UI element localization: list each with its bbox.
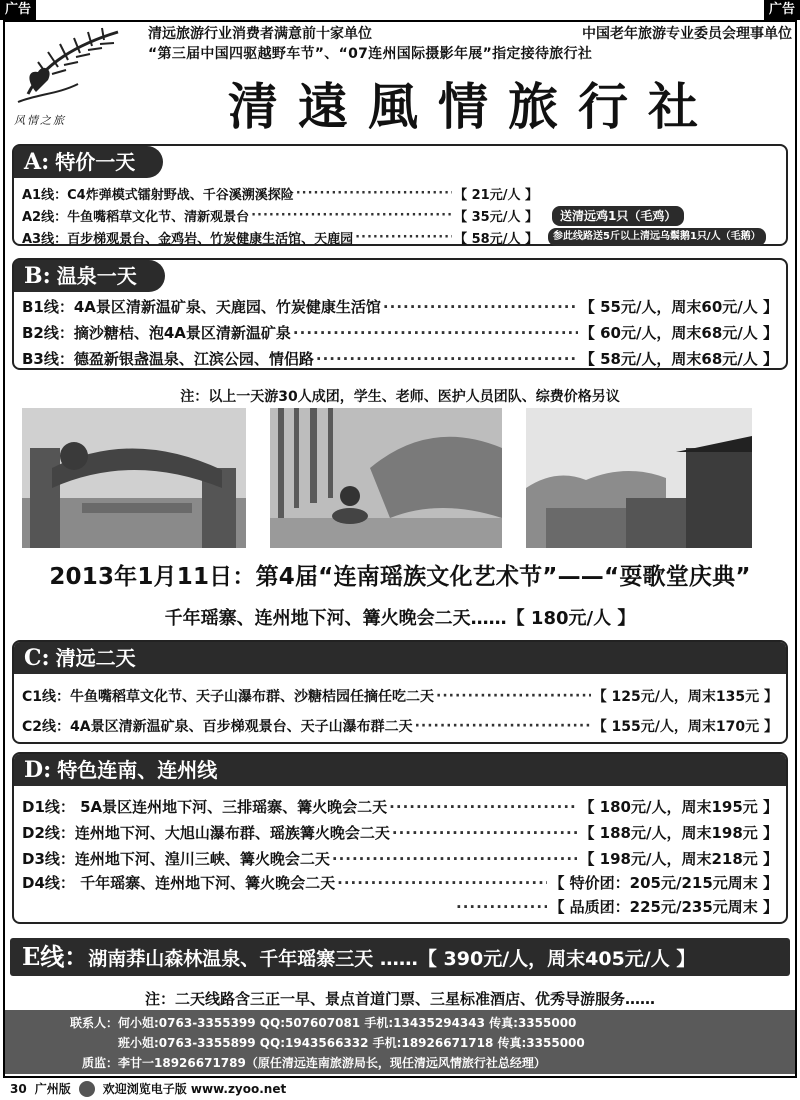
contact-line-1: 联系人：何小姐:0763-3355399 QQ:507607081 手机:13435294343 传真:3355000 <box>70 1016 577 1030</box>
route-price: 【 品质团：225元/235元周末 】 <box>549 898 778 916</box>
section-c <box>12 640 788 744</box>
route-label: A2线：牛鱼嘴稻草文化节、清新观景台 <box>22 210 250 225</box>
route-price: 【 35元/人 】 <box>454 210 538 225</box>
honor-title-1: 清远旅游行业消费者满意前十家单位 <box>148 26 372 42</box>
route-a1 <box>22 184 538 203</box>
route-price: 【 180元/人，周末195元 】 <box>579 798 778 816</box>
edition-label: 广州版 <box>34 1082 71 1096</box>
route-label: D1线： 5A景区连州地下河、三排瑶寨、篝火晚会二天 <box>22 798 388 816</box>
route-label: B3线：德盈新银盏温泉、江滨公园、情侣路 <box>22 350 314 368</box>
route-b1 <box>22 296 778 317</box>
leader-dots <box>296 186 452 201</box>
route-label: D2线：连州地下河、大旭山瀑布群、瑶族篝火晚会二天 <box>22 824 390 842</box>
ad-label-left: 广告 <box>0 0 36 20</box>
contact-line-2: 班小姐:0763-3355899 QQ:1943566332 手机:18926671718 传真:3355000 <box>118 1036 585 1050</box>
publisher-logo-icon <box>79 1081 95 1097</box>
section-b-title: 温泉一天 <box>56 264 137 288</box>
route-b3 <box>22 348 778 369</box>
leader-dots <box>293 324 578 342</box>
section-a-letter: A: <box>24 149 50 175</box>
group-note: 注：以上一天游30人成团，学生、老师、医护人员团队、综费价格另议 <box>180 389 620 405</box>
leader-dots <box>316 350 578 368</box>
route-price: 【 198元/人，周末218元 】 <box>579 850 778 868</box>
photo-strip <box>22 408 782 548</box>
leader-dots <box>389 798 577 816</box>
contact-line-3: 质监：李甘一18926671789（原任清远连南旅游局长，现任清远风情旅行社总经理） <box>82 1056 546 1070</box>
route-e-label: E线： <box>22 942 89 971</box>
route-d4-premium <box>454 896 778 917</box>
leader-dots <box>415 718 591 734</box>
route-label: D4线： 千年瑶寨、连州地下河、篝火晚会二天 <box>22 874 336 892</box>
leader-dots <box>392 824 578 842</box>
route-d1 <box>22 796 778 817</box>
section-d-letter: D: <box>24 757 52 783</box>
gift-tag-chicken: 送清远鸡1只（毛鸡） <box>552 206 684 226</box>
route-price: 【 55元/人，周末60元/人 】 <box>579 298 778 316</box>
section-a-header <box>14 146 163 178</box>
route-a2 <box>22 206 538 225</box>
stone-gate-photo <box>22 408 246 548</box>
route-price: 【 58元/人，周末68元/人 】 <box>579 350 778 368</box>
footer-website: 欢迎浏览电子版 www.zyoo.net <box>102 1082 287 1096</box>
route-label: C1线：牛鱼嘴稻草文化节、天子山瀑布群、沙糖桔园任摘任吃二天 <box>22 689 435 705</box>
festival-subtitle: 千年瑶寨、连州地下河、篝火晚会二天……【 180元/人 】 <box>164 608 636 629</box>
page-number: 30 <box>10 1082 27 1096</box>
route-price: 【 125元/人，周末135元 】 <box>592 689 778 705</box>
gift-tag-goose: 参此线路送5斤以上清远乌鬃鹅1只/人（毛鹅） <box>548 228 766 246</box>
leader-dots <box>383 298 578 316</box>
village-photo <box>526 408 752 548</box>
route-e-text: 湖南莽山森林温泉、千年瑶寨三天 ……【 390元/人，周末405元/人 】 <box>88 948 696 970</box>
route-c1 <box>22 686 778 706</box>
section-d-title: 特色连南、连州线 <box>57 758 218 782</box>
route-d4 <box>22 872 778 893</box>
route-d3 <box>22 848 778 869</box>
header <box>8 24 792 140</box>
route-e <box>10 938 790 976</box>
route-price: 【 21元/人 】 <box>454 188 538 203</box>
page-footer <box>10 1080 286 1098</box>
honor-title-2: 中国老年旅游专业委员会理事单位 <box>582 26 792 42</box>
section-c-title: 清远二天 <box>55 646 136 670</box>
route-label: B2线：摘沙糖桔、泡4A景区清新温矿泉 <box>22 324 291 342</box>
section-b-letter: B: <box>24 263 51 289</box>
route-c2 <box>22 716 778 736</box>
honor-title-3: “第三届中国四驱越野车节”、“07连州国际摄影年展”指定接待旅行社 <box>148 46 593 62</box>
leader-dots <box>436 688 591 704</box>
leader-dots <box>355 230 452 245</box>
route-label: D3线：连州地下河、湟川三峡、篝火晚会二天 <box>22 850 330 868</box>
section-d-header <box>14 754 786 786</box>
section-a-title: 特价一天 <box>55 150 136 174</box>
route-price: 【 60元/人，周末68元/人 】 <box>579 324 778 342</box>
route-d2 <box>22 822 778 843</box>
section-d <box>12 752 788 924</box>
brand-logo <box>8 24 134 134</box>
leader-dots <box>337 874 547 892</box>
ad-label-right: 广告 <box>764 0 800 20</box>
route-label: A3线：百步梯观景台、金鸡岩、竹炭健康生活馆、天鹿园 <box>22 232 354 247</box>
route-price: 【 特价团：205元/215元周末 】 <box>549 874 778 892</box>
leader-dots <box>456 898 547 916</box>
leaf-heart-icon <box>8 24 134 114</box>
contact-box <box>5 1010 795 1074</box>
section-c-letter: C: <box>24 645 50 671</box>
section-b <box>12 258 788 370</box>
section-a <box>12 144 788 246</box>
route-price: 【 188元/人，周末198元 】 <box>579 824 778 842</box>
route-label: C2线：4A景区清新温矿泉、百步梯观景台、天子山瀑布群二天 <box>22 719 413 735</box>
leader-dots <box>251 208 452 223</box>
honor-titles <box>148 24 792 64</box>
route-label: A1线：C4炸弹模式镭射野战、千谷溪溯溪探险 <box>22 188 294 203</box>
route-price: 【 58元/人 】 <box>454 232 538 247</box>
section-c-header <box>14 642 786 674</box>
logo-text: 风情之旅 <box>14 114 66 127</box>
leader-dots <box>332 850 578 868</box>
route-price: 【 155元/人，周末170元 】 <box>592 719 778 735</box>
two-day-note: 注：二天线路含三正一早、景点首道门票、三星标准酒店、优秀导游服务…… <box>144 990 655 1008</box>
section-b-header <box>14 260 165 292</box>
route-a3 <box>22 228 538 247</box>
agency-name: 清遠風情旅行社 <box>228 77 718 136</box>
route-label: B1线：4A景区清新温矿泉、天鹿园、竹炭健康生活馆 <box>22 298 381 316</box>
festival-title: 2013年1月11日：第4届“连南瑶族文化艺术节”——“耍歌堂庆典” <box>49 564 751 590</box>
route-b2 <box>22 322 778 343</box>
hot-spring-photo <box>270 408 502 548</box>
